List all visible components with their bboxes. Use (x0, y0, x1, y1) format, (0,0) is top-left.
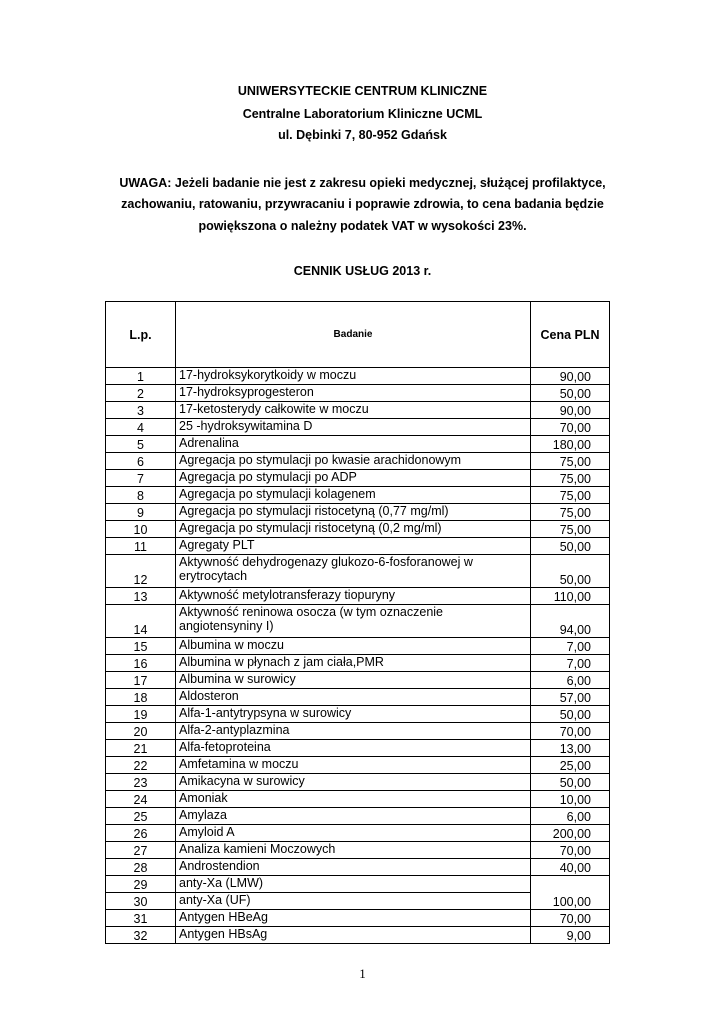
row-badanie: Albumina w surowicy (176, 672, 531, 689)
row-lp: 14 (106, 605, 176, 638)
header-address: ul. Dębinki 7, 80-952 Gdańsk (278, 128, 447, 142)
row-lp: 4 (106, 419, 176, 436)
row-lp: 5 (106, 436, 176, 453)
row-lp: 11 (106, 538, 176, 555)
row-cena: 25,00 (531, 757, 610, 774)
table-row (106, 419, 610, 436)
table-row (106, 605, 610, 638)
row-lp: 6 (106, 453, 176, 470)
table-row (106, 859, 610, 876)
row-lp: 13 (106, 588, 176, 605)
table-row (106, 453, 610, 470)
column-header-cena: Cena PLN (531, 302, 610, 368)
row-lp: 29 (106, 876, 176, 893)
table-row (106, 791, 610, 808)
row-lp: 31 (106, 910, 176, 927)
row-badanie: Agregacja po stymulacji ristocetyną (0,2 mg/ml) (176, 521, 531, 538)
table-row (106, 723, 610, 740)
row-cena: 70,00 (531, 842, 610, 859)
row-lp: 28 (106, 859, 176, 876)
table-row (106, 487, 610, 504)
row-lp: 24 (106, 791, 176, 808)
table-row (106, 385, 610, 402)
row-badanie: Agregacja po stymulacji po kwasie arachidonowym (176, 453, 531, 470)
row-badanie: 17-ketosterydy całkowite w moczu (176, 402, 531, 419)
header-institution: UNIWERSYTECKIE CENTRUM KLINICZNE (237, 84, 488, 98)
table-row (106, 842, 610, 859)
row-lp: 16 (106, 655, 176, 672)
table-row (106, 876, 610, 893)
row-badanie: Androstendion (176, 859, 531, 876)
table-row (106, 927, 610, 944)
row-lp: 25 (106, 808, 176, 825)
table-row (106, 555, 610, 588)
row-lp: 2 (106, 385, 176, 402)
row-lp: 1 (106, 368, 176, 385)
row-cena: 50,00 (531, 555, 610, 588)
row-badanie: Aktywność metylotransferazy tiopuryny (176, 588, 531, 605)
row-badanie: Aktywność dehydrogenazy glukozo-6-fosforanowej w erytrocytach (176, 555, 531, 588)
row-lp: 15 (106, 638, 176, 655)
row-badanie: Agregaty PLT (176, 538, 531, 555)
row-cena: 50,00 (531, 706, 610, 723)
notice-line-2: zachowaniu, ratowaniu, przywracaniu i poprawie zdrowia, to cena badania będzie (121, 197, 604, 211)
table-header-row (106, 302, 610, 368)
row-cena: 75,00 (531, 521, 610, 538)
table-row (106, 538, 610, 555)
row-badanie: Albumina w moczu (176, 638, 531, 655)
row-badanie: 17-hydroksyprogesteron (176, 385, 531, 402)
row-lp: 22 (106, 757, 176, 774)
row-lp: 3 (106, 402, 176, 419)
row-badanie: Analiza kamieni Moczowych (176, 842, 531, 859)
row-badanie: Alfa-1-antytrypsyna w surowicy (176, 706, 531, 723)
row-lp: 23 (106, 774, 176, 791)
row-cena: 180,00 (531, 436, 610, 453)
row-lp: 7 (106, 470, 176, 487)
table-row (106, 655, 610, 672)
row-cena: 50,00 (531, 538, 610, 555)
row-cena: 94,00 (531, 605, 610, 638)
row-cena: 7,00 (531, 638, 610, 655)
row-cena: 75,00 (531, 487, 610, 504)
row-badanie: Amoniak (176, 791, 531, 808)
row-cena: 10,00 (531, 791, 610, 808)
row-lp: 9 (106, 504, 176, 521)
row-cena: 13,00 (531, 740, 610, 757)
row-badanie: anty-Xa (LMW) (176, 876, 531, 893)
row-badanie: Amfetamina w moczu (176, 757, 531, 774)
row-lp: 26 (106, 825, 176, 842)
row-cena: 40,00 (531, 859, 610, 876)
row-lp: 30 (106, 893, 176, 910)
row-badanie: 17-hydroksykorytkoidy w moczu (176, 368, 531, 385)
row-cena: 6,00 (531, 672, 610, 689)
row-cena: 90,00 (531, 402, 610, 419)
table-row (106, 740, 610, 757)
row-cena: 90,00 (531, 368, 610, 385)
row-badanie: Adrenalina (176, 436, 531, 453)
table-row (106, 368, 610, 385)
row-cena: 50,00 (531, 385, 610, 402)
row-cena: 6,00 (531, 808, 610, 825)
row-badanie: Aktywność reninowa osocza (w tym oznaczenie angiotensyniny I) (176, 605, 531, 638)
row-lp: 12 (106, 555, 176, 588)
table-row (106, 808, 610, 825)
row-lp: 17 (106, 672, 176, 689)
table-row (106, 672, 610, 689)
row-lp: 18 (106, 689, 176, 706)
column-header-badanie: Badanie (176, 302, 531, 368)
row-badanie: Albumina w płynach z jam ciała,PMR (176, 655, 531, 672)
row-cena: 7,00 (531, 655, 610, 672)
row-badanie: Alfa-2-antyplazmina (176, 723, 531, 740)
table-row (106, 774, 610, 791)
row-badanie: anty-Xa (UF) (176, 893, 531, 910)
row-lp: 19 (106, 706, 176, 723)
column-header-lp: L.p. (106, 302, 176, 368)
row-badanie: Alfa-fetoproteina (176, 740, 531, 757)
row-badanie: Agregacja po stymulacji kolagenem (176, 487, 531, 504)
row-cena: 70,00 (531, 723, 610, 740)
table-row (106, 504, 610, 521)
row-lp: 21 (106, 740, 176, 757)
row-badanie: Amyloid A (176, 825, 531, 842)
table-row (106, 757, 610, 774)
notice-line-1: UWAGA: Jeżeli badanie nie jest z zakresu opieki medycznej, służącej profilaktyce, (119, 176, 606, 190)
row-cena: 200,00 (531, 825, 610, 842)
row-cena: 110,00 (531, 588, 610, 605)
table-row (106, 436, 610, 453)
row-badanie: Agregacja po stymulacji ristocetyną (0,77 mg/ml) (176, 504, 531, 521)
table-row (106, 689, 610, 706)
row-lp: 20 (106, 723, 176, 740)
row-cena: 57,00 (531, 689, 610, 706)
page-number: 1 (359, 966, 366, 981)
row-badanie: Amylaza (176, 808, 531, 825)
row-lp: 10 (106, 521, 176, 538)
table-row (106, 588, 610, 605)
row-cena: 70,00 (531, 910, 610, 927)
row-lp: 8 (106, 487, 176, 504)
row-cena: 100,00 (531, 876, 610, 910)
row-cena: 75,00 (531, 453, 610, 470)
row-badanie: 25 -hydroksywitamina D (176, 419, 531, 436)
row-cena: 9,00 (531, 927, 610, 944)
row-lp: 32 (106, 927, 176, 944)
row-badanie: Amikacyna w surowicy (176, 774, 531, 791)
table-row (106, 910, 610, 927)
row-cena: 70,00 (531, 419, 610, 436)
header-laboratory: Centralne Laboratorium Kliniczne UCML (242, 107, 483, 121)
notice-line-3: powiększona o należny podatek VAT w wysokości 23%. (198, 219, 527, 233)
price-table (105, 301, 610, 944)
row-badanie: Antygen HBeAg (176, 910, 531, 927)
row-cena: 75,00 (531, 470, 610, 487)
table-row (106, 825, 610, 842)
document-title: CENNIK USŁUG 2013 r. (293, 264, 432, 278)
table-row (106, 521, 610, 538)
row-cena: 75,00 (531, 504, 610, 521)
row-cena: 50,00 (531, 774, 610, 791)
row-badanie: Agregacja po stymulacji po ADP (176, 470, 531, 487)
table-row (106, 470, 610, 487)
table-row (106, 706, 610, 723)
row-badanie: Antygen HBsAg (176, 927, 531, 944)
table-row (106, 402, 610, 419)
row-lp: 27 (106, 842, 176, 859)
row-badanie: Aldosteron (176, 689, 531, 706)
table-row (106, 638, 610, 655)
